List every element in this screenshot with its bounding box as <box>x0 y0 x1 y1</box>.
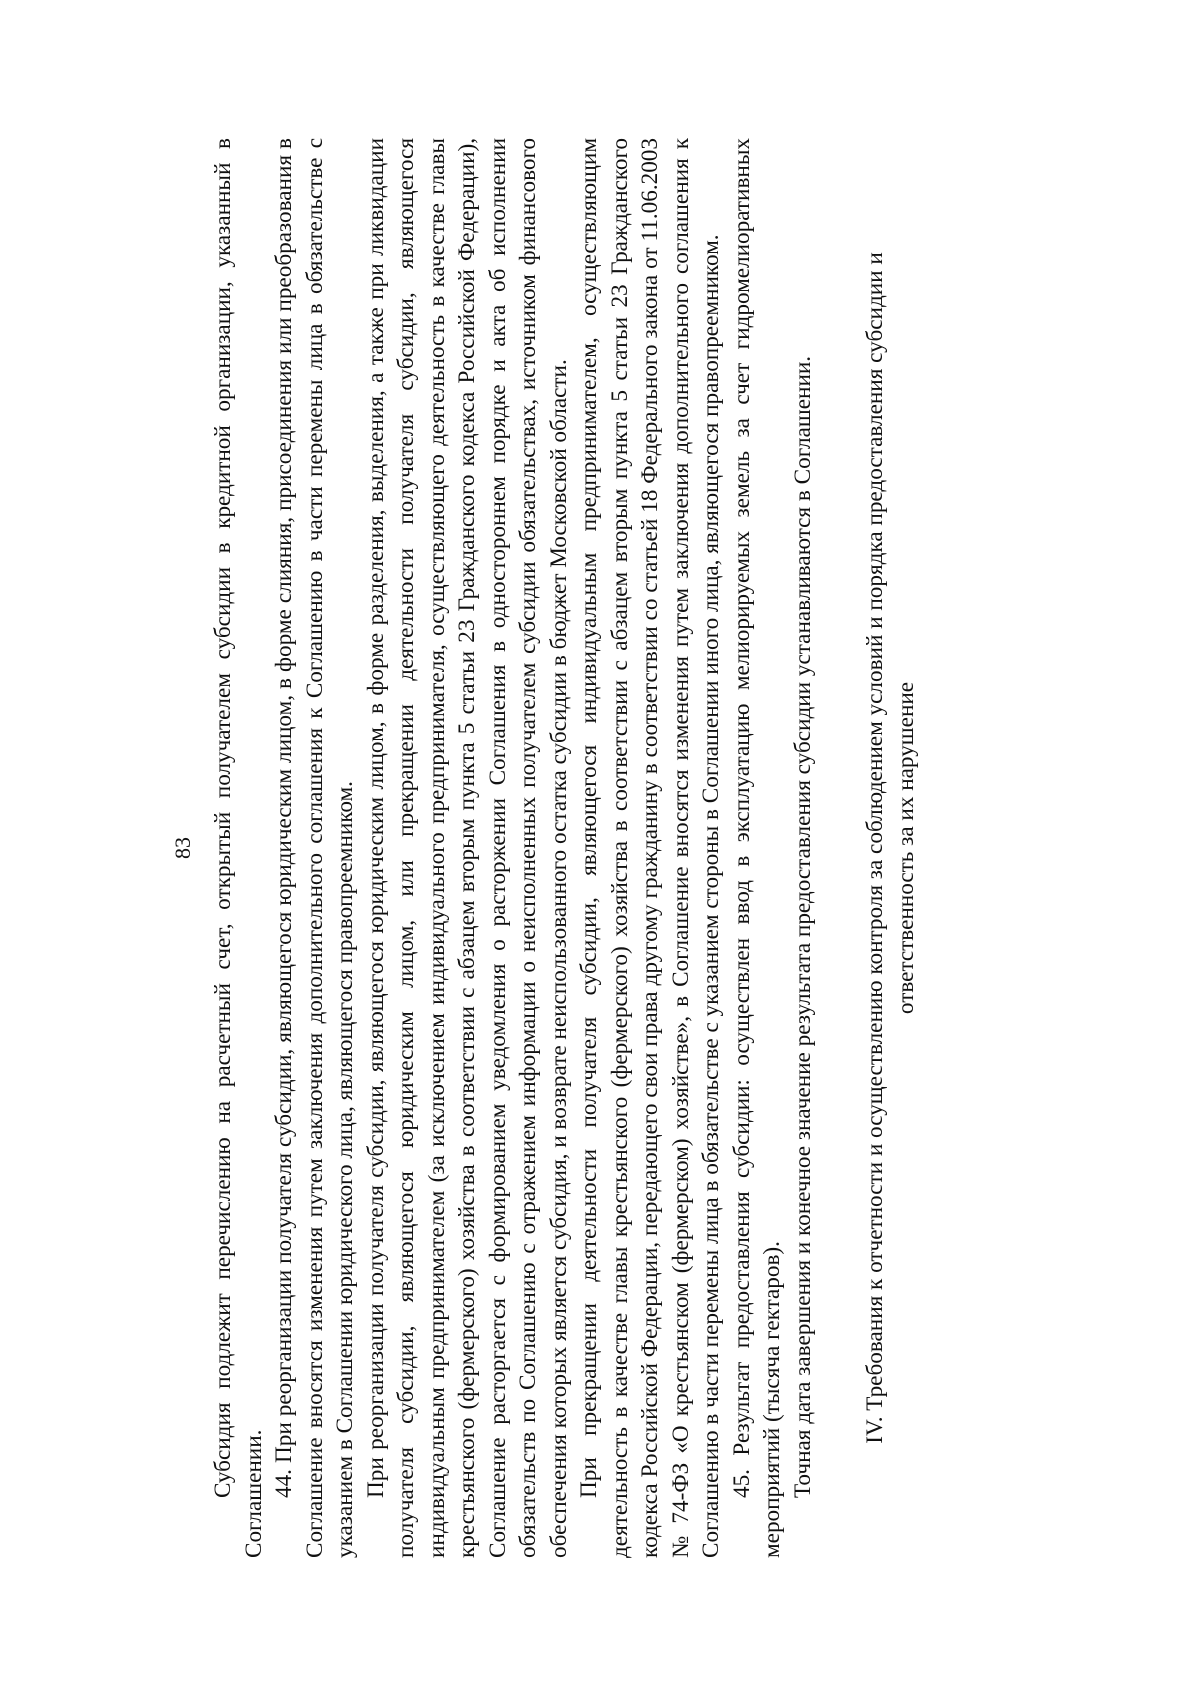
paragraph-termination: При прекращении деятельности получателя субсидии, являющегося индивидуальным предпринимателем, осуществляющим деятельность в качестве главы крестьянского (фермерского) хозяйства в соответствии с абзацем вторым пункта 5 статьи 23 Гражданского кодекса Российской Федерации, передающего свои права другому гражданину в соответствии со статьей 18 Федерального закона от 11.06.2003 № 74-ФЗ «О крестьянском (фермерском) хозяйстве», в Соглашение вносятся изменения путем заключения дополнительного соглашения к Соглашению в части перемены лица в обязательстве с указанием стороны в Соглашении иного лица, являющегося правопреемником. <box>576 138 724 1558</box>
paragraph-45: 45. Результат предоставления субсидии: осуществлен ввод в эксплуатацию мелиорируемых земель за счет гидромелиоративных мероприятий (тысяча гектаров). <box>728 138 785 1558</box>
page-number: 83 <box>170 837 195 859</box>
paragraph-subsidy-transfer: Субсидия подлежит перечислению на расчетный счет, открытый получателем субсидии в кредитной организации, указанный в Соглашении. <box>210 138 267 1558</box>
paragraph-reorganization: При реорганизации получателя субсидии, являющегося юридическим лицом, в форме разделения, выделения, а также при ликвидации получателя субсидии, являющегося юридическим лицом, или прекращении деятельности получателя субсидии, являющегося индивидуальным предпринимателем (за исключением индивидуального предпринимателя, осуществляющего деятельность в качестве главы крестьянского (фермерского) хозяйства в соответствии с абзацем вторым пункта 5 статьи 23 Гражданского кодекса Российской Федерации), Соглашение расторгается с формированием уведомления о расторжении Соглашения в одностороннем порядке и акта об исполнении обязательств по Соглашению с отражением информации о неисполненных получателем субсидии обязательствах, источником финансового обеспечения которых является субсидия, и возврате неиспользованного остатка субсидии в бюджет Московской области. <box>362 138 572 1558</box>
section-title: IV. Требования к отчетности и осуществлению контроля за соблюдением условий и порядка предоставления субсидии и ответственность за их нарушение <box>862 252 919 1444</box>
paragraph-44: 44. При реорганизации получателя субсидии, являющегося юридическим лицом, в форме слияния, присоединения или преобразования в Соглашение вносятся изменения путем заключения дополнительного соглашения к Соглашению в части перемены лица в обязательстве с указанием в Соглашении юридического лица, являющегося правопреемником. <box>271 138 358 1558</box>
section-gap <box>818 138 860 1558</box>
paragraph-exact-date: Точная дата завершения и конечное значение результата предоставления субсидии устанавливаются в Соглашении. <box>789 355 816 1498</box>
rotated-page-content <box>150 68 1050 1628</box>
document-body <box>208 138 921 1558</box>
